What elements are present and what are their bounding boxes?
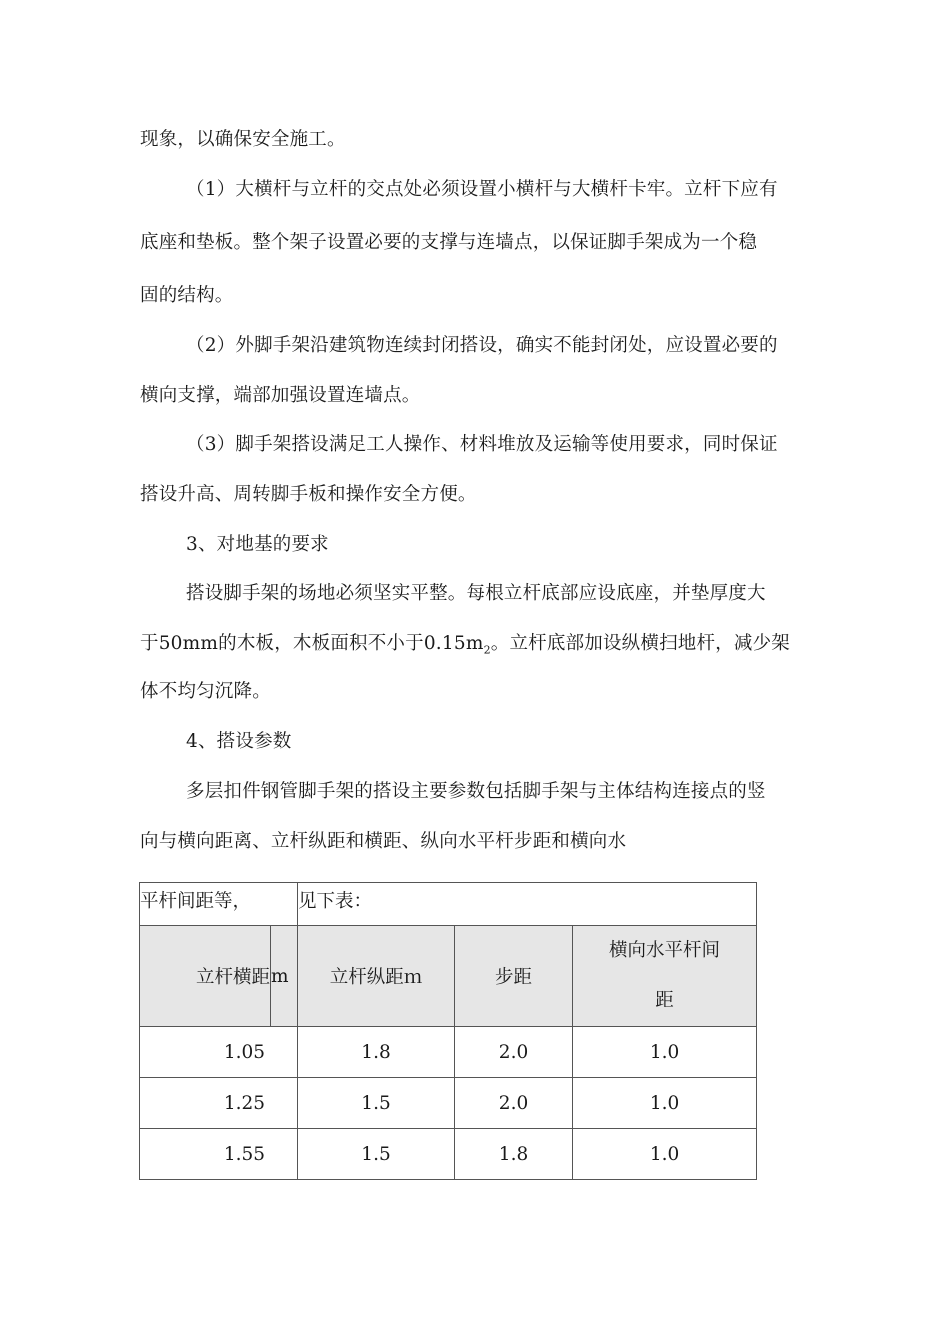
table-cell <box>455 1129 573 1180</box>
header-cell <box>298 926 455 1027</box>
paragraph-line: 横向支撑，端部加强设置连墙点。 <box>140 385 421 406</box>
table-cell <box>455 1027 573 1078</box>
header-cell <box>271 926 298 1027</box>
cell-value: 2.0 <box>498 1092 529 1114</box>
table-cell <box>298 1027 455 1078</box>
paragraph-line: （2）外脚手架沿建筑物连续封闭搭设，确实不能封闭处，应设置必要的 <box>186 335 778 356</box>
table-intro-right <box>298 883 757 926</box>
table-cell <box>140 1078 298 1129</box>
paragraph-line: 多层扣件钢管脚手架的搭设主要参数包括脚手架与主体结构连接点的竖 <box>186 781 766 802</box>
paragraph-line: 底座和垫板。整个架子设置必要的支撑与连墙点，以保证脚手架成为一个稳 <box>140 232 758 253</box>
paragraph-line <box>140 632 830 663</box>
paragraph-line: 向与横向距离、立杆纵距和横距、纵向水平杆步距和横向水 <box>140 831 627 852</box>
header-label: 立杆纵距ｍ <box>329 967 423 988</box>
table-cell <box>455 1078 573 1129</box>
table-cell <box>573 1078 757 1129</box>
table-cell <box>573 1129 757 1180</box>
table-intro-row <box>140 883 757 926</box>
intro-text: 见下表： <box>298 891 373 912</box>
text-run: 。立杆底部加设纵横扫地杆，减少架 <box>490 633 790 654</box>
intro-text: 平杆间距等， <box>140 891 252 912</box>
cell-value: 1.8 <box>498 1143 529 1165</box>
cell-value: 1.05 <box>223 1041 266 1063</box>
cell-value: 1.8 <box>361 1041 391 1063</box>
cell-value: 1.5 <box>361 1092 391 1114</box>
paragraph-line: 现象，以确保安全施工。 <box>140 129 346 150</box>
cell-value: 2.0 <box>498 1041 529 1063</box>
table-cell <box>298 1129 455 1180</box>
header-cell <box>455 926 573 1027</box>
table-cell <box>298 1078 455 1129</box>
paragraph-line: 搭设升高、周转脚手板和操作安全方便。 <box>140 484 477 505</box>
paragraph-line: （1）大横杆与立杆的交点处必须设置小横杆与大横杆卡牢。立杆下应有 <box>186 179 778 200</box>
cell-value: 1.55 <box>223 1143 266 1165</box>
header-label: 步距 <box>495 967 533 988</box>
text-run: 于50mm的木板，木板面积不小于0.15m <box>140 633 484 654</box>
section-heading: 4、搭设参数 <box>186 731 292 752</box>
cell-value: 1.0 <box>649 1041 680 1063</box>
table-cell <box>573 1027 757 1078</box>
header-cell <box>573 926 757 1027</box>
table-row <box>140 1027 757 1078</box>
scaffold-parameter-table <box>139 882 757 1180</box>
header-cell <box>140 926 271 1027</box>
table-row <box>140 1078 757 1129</box>
cell-value: 1.25 <box>223 1092 266 1114</box>
table-cell <box>140 1027 298 1078</box>
header-label: 距 <box>655 990 674 1011</box>
table-cell <box>140 1129 298 1180</box>
paragraph-line: 固的结构。 <box>140 285 234 306</box>
header-label: 横向水平杆间 <box>609 940 721 961</box>
table-intro-left <box>140 883 298 926</box>
cell-value: 1.5 <box>361 1143 391 1165</box>
cell-value: 1.0 <box>649 1143 680 1165</box>
header-label: 立杆横距 <box>195 967 270 988</box>
cell-value: 1.0 <box>649 1092 680 1114</box>
table-row <box>140 1129 757 1180</box>
table-header-row <box>140 926 757 1027</box>
paragraph-line: 体不均匀沉降。 <box>140 681 271 702</box>
subscript-run: 2 <box>483 643 491 657</box>
section-heading: 3、对地基的要求 <box>186 534 329 555</box>
header-label: m <box>271 965 289 987</box>
paragraph-line: 搭设脚手架的场地必须坚实平整。每根立杆底部应设底座，并垫厚度大 <box>186 583 766 604</box>
paragraph-line: （3）脚手架搭设满足工人操作、材料堆放及运输等使用要求，同时保证 <box>186 434 778 455</box>
